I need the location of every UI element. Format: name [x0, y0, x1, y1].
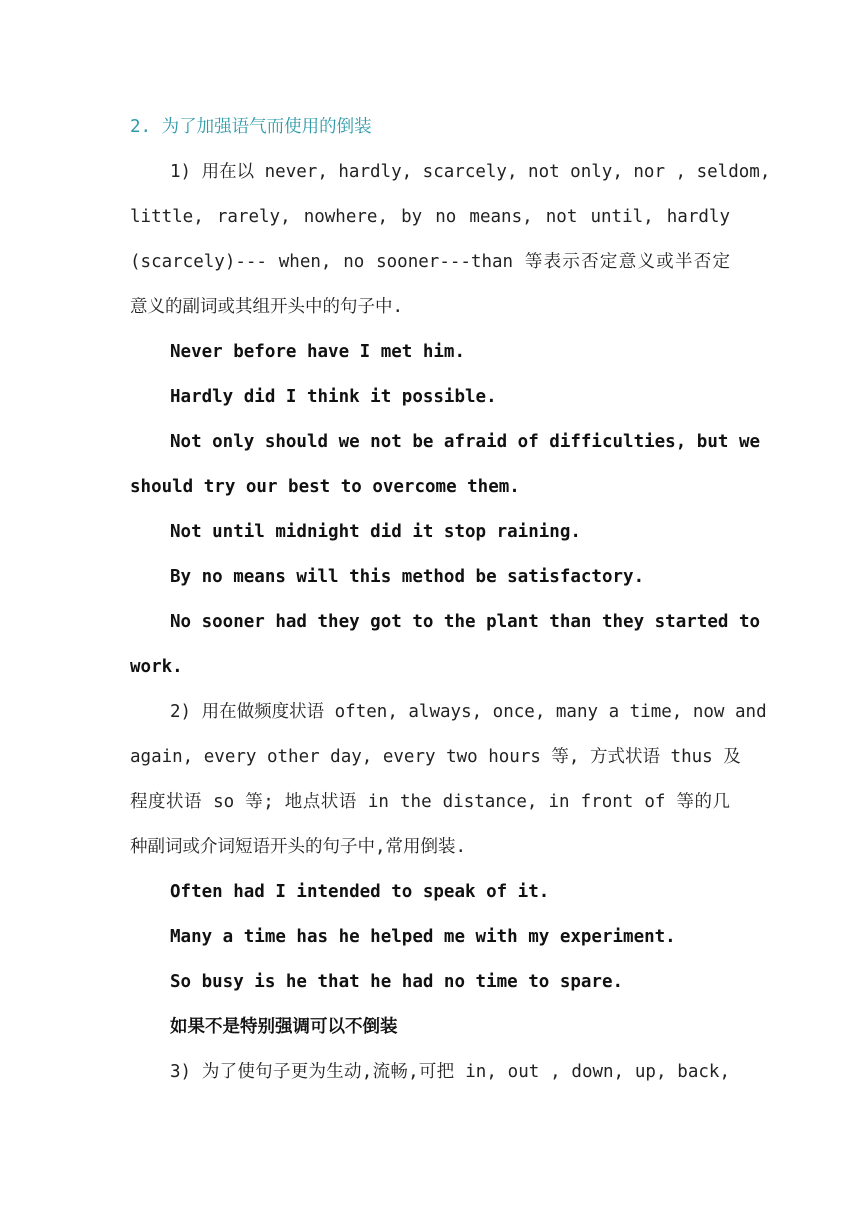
item1-line-1: 1) 用在以 never, hardly, scarcely, not only, nor , seldom,	[170, 162, 771, 182]
item1-line-4: 意义的副词或其组开头中的句子中.	[130, 297, 404, 317]
item2-line-1: 2) 用在做频度状语 often, always, once, many a time, now and	[170, 702, 767, 722]
item2-line-4: 种副词或介词短语开头的句子中,常用倒装.	[130, 837, 467, 857]
item1-line-3: (scarcely)--- when, no sooner---than 等表示否定意义或半否定	[130, 252, 730, 272]
example-sentence: So busy is he that he had no time to spare.	[170, 972, 624, 992]
section-heading: 2. 为了加强语气而使用的倒装	[130, 117, 372, 137]
example-sentence: No sooner had they got to the plant than they started to	[170, 612, 761, 632]
example-sentence: should try our best to overcome them.	[130, 477, 520, 497]
example-sentence: Often had I intended to speak of it.	[170, 882, 550, 902]
item3-line-1: 3) 为了使句子更为生动,流畅,可把 in, out , down, up, back,	[170, 1062, 730, 1082]
example-sentence: Not until midnight did it stop raining.	[170, 522, 581, 542]
example-sentence: By no means will this method be satisfactory.	[170, 567, 645, 587]
note-text: 如果不是特别强调可以不倒装	[170, 1017, 398, 1037]
example-sentence: Many a time has he helped me with my experiment.	[170, 927, 676, 947]
example-sentence: Not only should we not be afraid of difficulties, but we	[170, 432, 761, 452]
item2-line-3: 程度状语 so 等; 地点状语 in the distance, in front of 等的几	[130, 792, 730, 812]
example-sentence: Never before have I met him.	[170, 342, 466, 362]
item2-line-2: again, every other day, every two hours 等, 方式状语 thus 及	[130, 747, 741, 767]
example-sentence: work.	[130, 657, 183, 677]
item1-line-2: little, rarely, nowhere, by no means, not until, hardly	[130, 207, 730, 227]
example-sentence: Hardly did I think it possible.	[170, 387, 497, 407]
